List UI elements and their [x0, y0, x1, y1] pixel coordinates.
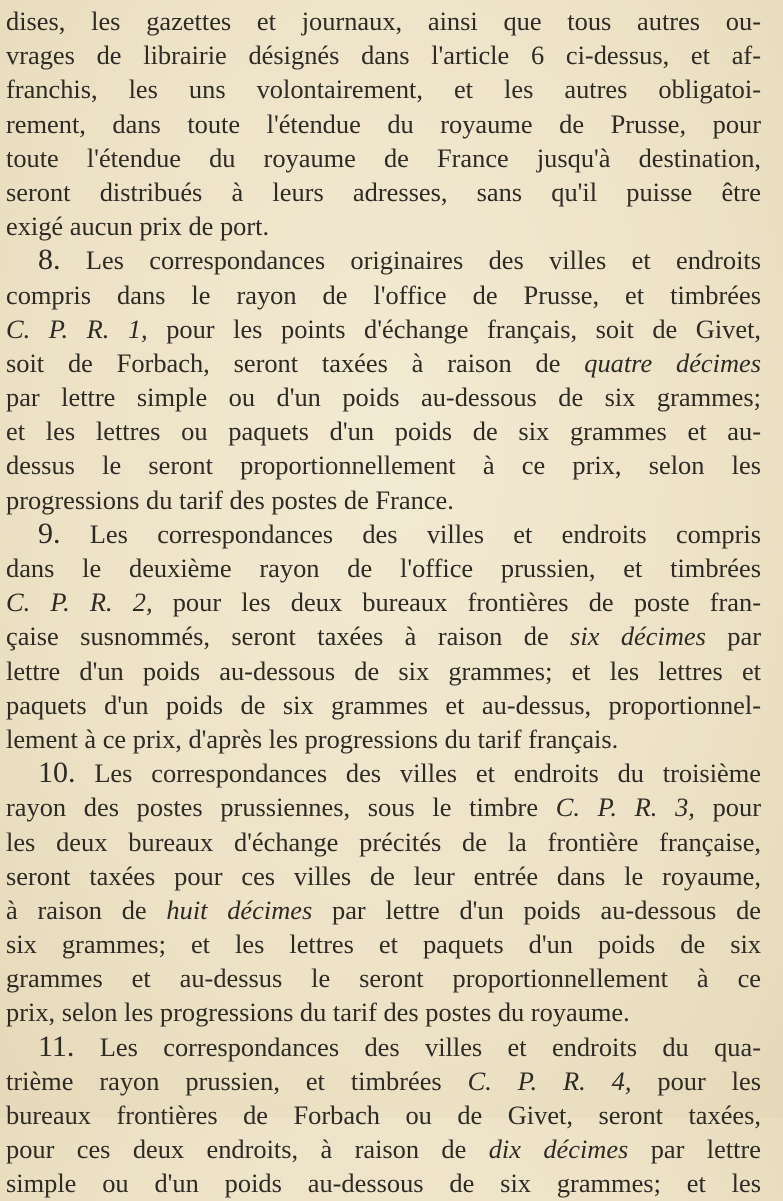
article-11-first-line: [6, 1030, 761, 1064]
line-text: six grammes; et les lettres et paquets d'un poids de six: [6, 929, 761, 960]
line-text: prix, selon les progressions du tarif des postes du royaume.: [6, 997, 630, 1028]
line-text: lement à ce prix, d'après les progressions du tarif français.: [6, 723, 619, 754]
article-8-first-line: [6, 243, 761, 277]
line-text: seront taxées pour ces villes de leur entrée dans le royaume,: [6, 860, 761, 891]
line-text: rement, dans toute l'étendue du royaume de Prusse, pour: [6, 108, 761, 139]
text-line: [6, 175, 761, 209]
text-line: [6, 380, 761, 414]
line-text: et les lettres ou paquets d'un poids de six grammes et au-: [6, 416, 761, 447]
line-text: seront distribués à leurs adresses, sans qu'il puisse être: [6, 176, 761, 207]
line-text: par lettre: [628, 1134, 761, 1165]
text-line: [6, 72, 761, 106]
line-text: dessus le seront proportionnellement à ce prix, selon les: [6, 450, 761, 481]
line-text: exigé aucun prix de port.: [6, 211, 270, 242]
line-text: simple ou d'un poids au-dessous de six grammes; et les: [6, 1168, 761, 1199]
text-line: [6, 1098, 761, 1132]
text-line: [6, 346, 761, 380]
line-text: pour ces deux endroits, à raison de: [6, 1134, 489, 1165]
text-line: [6, 619, 761, 653]
line-text: à raison de: [6, 894, 167, 925]
line-text: pour les: [631, 1065, 761, 1096]
line-text: dans le deuxième rayon de l'office prussien, et timbrées: [6, 553, 761, 583]
line-text: grammes et au-dessus le seront proportionnellement à ce: [6, 963, 761, 994]
article-9-first-line: [6, 517, 761, 551]
line-text: soit de Forbach, seront taxées à raison de: [6, 347, 585, 378]
text-line: [6, 585, 761, 619]
line-text: franchis, les uns volontairement, et les autres obligatoi-: [6, 74, 761, 105]
italic-rate: six décimes: [570, 621, 706, 652]
text-line: [6, 825, 761, 859]
article-number: 9.: [38, 516, 61, 550]
article-number: 11.: [38, 1029, 75, 1063]
line-text: progressions du tarif des postes de France.: [6, 484, 454, 515]
text-line: [6, 278, 761, 312]
text-line: [6, 4, 761, 38]
stamp-mark: C. P. R. 2,: [6, 587, 153, 618]
article-10-first-line: [6, 756, 761, 790]
line-text: bureaux frontières de Forbach ou de Givet, seront taxées,: [6, 1100, 761, 1130]
line-text: Les correspondances des villes et endroits compris: [60, 518, 761, 549]
article-number: 8.: [38, 243, 61, 277]
line-text: les deux bureaux d'échange précités de la frontière française,: [6, 826, 761, 857]
stamp-mark: C. P. R. 3,: [555, 792, 695, 823]
text-line: [6, 961, 761, 995]
text-line: [6, 859, 761, 893]
line-text: lettre d'un poids au-dessous de six grammes; et les lettres et: [6, 655, 761, 686]
text-line: [6, 483, 761, 517]
text-line: [6, 1132, 761, 1166]
line-text: compris dans le rayon de l'office de Prusse, et timbrées: [6, 279, 761, 310]
article-number: 10.: [38, 756, 76, 790]
line-text: par lettre simple ou d'un poids au-dessous de six grammes;: [6, 382, 761, 413]
text-line: [6, 790, 761, 824]
line-text: toute l'étendue du royaume de France jusqu'à destination,: [6, 142, 761, 173]
text-line: [6, 688, 761, 722]
line-text: çaise susnommés, seront taxées à raison de: [6, 621, 571, 652]
text-line: [6, 414, 761, 448]
line-text: par: [705, 621, 761, 652]
line-text: paquets d'un poids de six grammes et au-dessus, proportionnel-: [6, 689, 761, 720]
text-line: [6, 107, 761, 141]
text-line: [6, 1166, 761, 1200]
italic-rate: quatre décimes: [584, 347, 761, 378]
text-line: [6, 209, 761, 243]
line-text: rayon des postes prussiennes, sous le timbre: [6, 792, 556, 823]
text-line: [6, 927, 761, 961]
line-text: pour les deux bureaux frontières de poste fran-: [152, 587, 761, 618]
stamp-mark: C. P. R. 1,: [6, 313, 148, 344]
line-text: vrages de librairie désignés dans l'article 6 ci-dessus, et af-: [6, 40, 761, 71]
text-line: [6, 995, 761, 1029]
italic-rate: dix décimes: [488, 1134, 629, 1165]
line-text: Les correspondances des villes et endroits du qua-: [74, 1031, 761, 1062]
line-text: trième rayon prussien, et timbrées: [6, 1065, 468, 1096]
text-line: [6, 141, 761, 175]
text-line: [6, 448, 761, 482]
text-line: [6, 1064, 761, 1098]
line-text: Les correspondances des villes et endroits du troisième: [75, 758, 761, 789]
text-line: [6, 893, 761, 927]
line-text: pour les points d'échange français, soit de Givet,: [147, 313, 761, 344]
line-text: pour: [694, 792, 761, 823]
text-line: [6, 654, 761, 688]
line-text: dises, les gazettes et journaux, ainsi que tous autres ou-: [6, 6, 761, 36]
italic-rate: huit décimes: [166, 894, 313, 925]
text-line: [6, 551, 761, 585]
text-line: [6, 722, 761, 756]
stamp-mark: C. P. R. 4,: [467, 1065, 632, 1096]
line-text: par lettre d'un poids au-dessous de: [312, 894, 761, 925]
text-line: [6, 312, 761, 346]
line-text: Les correspondances originaires des villes et endroits: [60, 245, 761, 276]
text-line: [6, 38, 761, 72]
